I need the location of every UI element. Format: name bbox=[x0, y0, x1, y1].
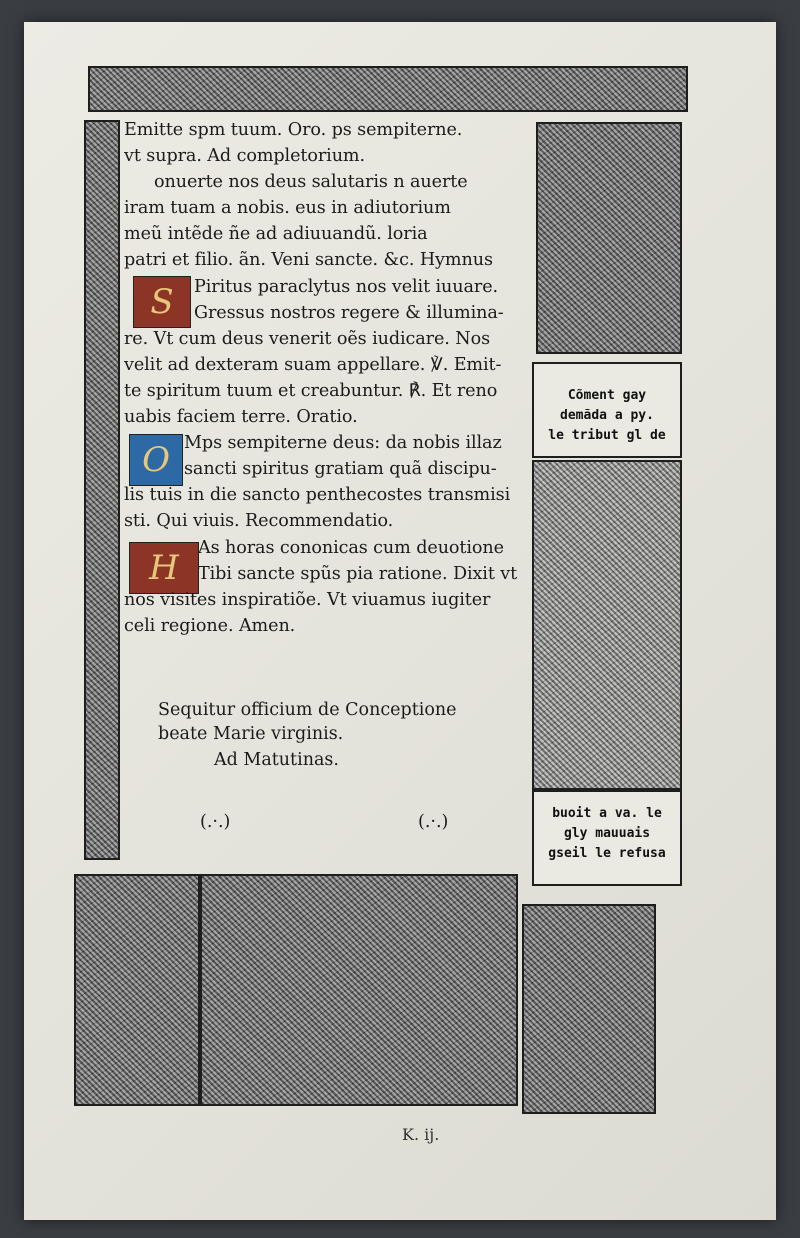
ornament-right: (.·.) bbox=[418, 812, 449, 832]
text-line: re. Vt cum deus venerit oẽs iudicare. Nos bbox=[124, 328, 490, 349]
text-line: te spiritum tuum et creabuntur. ℟. Et reno bbox=[124, 380, 498, 401]
text-line: uabis faciem terre. Oratio. bbox=[124, 407, 358, 428]
side-caption-top: Cõment gay demãda a py. le tribut gl de bbox=[532, 362, 682, 458]
office-heading-line1: Sequitur officium de Conceptione bbox=[158, 700, 457, 720]
text-line: Mps sempiterne deus: da nobis illaz bbox=[184, 433, 502, 454]
text-line: Piritus paraclytus nos velit iuuare. bbox=[194, 276, 499, 297]
woodcut-small-scene bbox=[522, 904, 656, 1114]
office-heading-line3: Ad Matutinas. bbox=[214, 750, 339, 770]
folio-signature: K. ij. bbox=[402, 1125, 440, 1144]
text-line: vt supra. Ad completorium. bbox=[124, 146, 366, 167]
side-caption-bottom: buoit a va. le gly mauuais gseil le refusa bbox=[532, 790, 682, 886]
left-border-woodcut bbox=[84, 120, 120, 860]
text-line: lis tuis in die sancto penthecostes transmisi bbox=[124, 485, 511, 506]
woodcut-enthroned-crowd bbox=[200, 874, 518, 1106]
text-line: As horas cononicas cum deuotione bbox=[198, 537, 504, 558]
main-text-block bbox=[124, 117, 534, 639]
text-line: meũ intẽde ñe ad adiuuandũ. loria bbox=[124, 224, 428, 245]
ornament-left: (.·.) bbox=[200, 812, 231, 832]
office-heading-line2: beate Marie virginis. bbox=[158, 724, 344, 744]
text-line: nos visites inspiratiõe. Vt viuamus iugiter bbox=[124, 589, 491, 610]
text-line: sti. Qui viuis. Recommendatio. bbox=[124, 511, 394, 532]
text-line: Tibi sancte spũs pia ratione. Dixit vt bbox=[198, 563, 518, 584]
text-line: celi regione. Amen. bbox=[124, 615, 296, 636]
text-line: Gressus nostros regere & illumina- bbox=[194, 302, 504, 323]
woodcut-standing-figures bbox=[74, 874, 200, 1106]
initial-s-large: S bbox=[133, 276, 191, 328]
text-line: Emitte spm tuum. Oro. ps sempiterne. bbox=[124, 120, 463, 140]
manuscript-leaf bbox=[24, 22, 776, 1220]
woodcut-women-group bbox=[536, 122, 682, 354]
woodcut-reading-figure bbox=[532, 460, 682, 790]
text-line: onuerte nos deus salutaris n auerte bbox=[154, 172, 468, 193]
text-line: patri et filio. ãn. Veni sancte. &c. Hymnus bbox=[124, 250, 493, 271]
top-border-woodcut bbox=[88, 66, 688, 112]
text-line: velit ad dexteram suam appellare. ℣. Emit- bbox=[124, 354, 502, 375]
text-line: sancti spiritus gratiam quã discipu- bbox=[184, 459, 497, 480]
initial-h-large: H bbox=[129, 542, 199, 594]
text-line: iram tuam a nobis. eus in adiutorium bbox=[124, 198, 451, 219]
initial-o-large: O bbox=[129, 434, 183, 486]
